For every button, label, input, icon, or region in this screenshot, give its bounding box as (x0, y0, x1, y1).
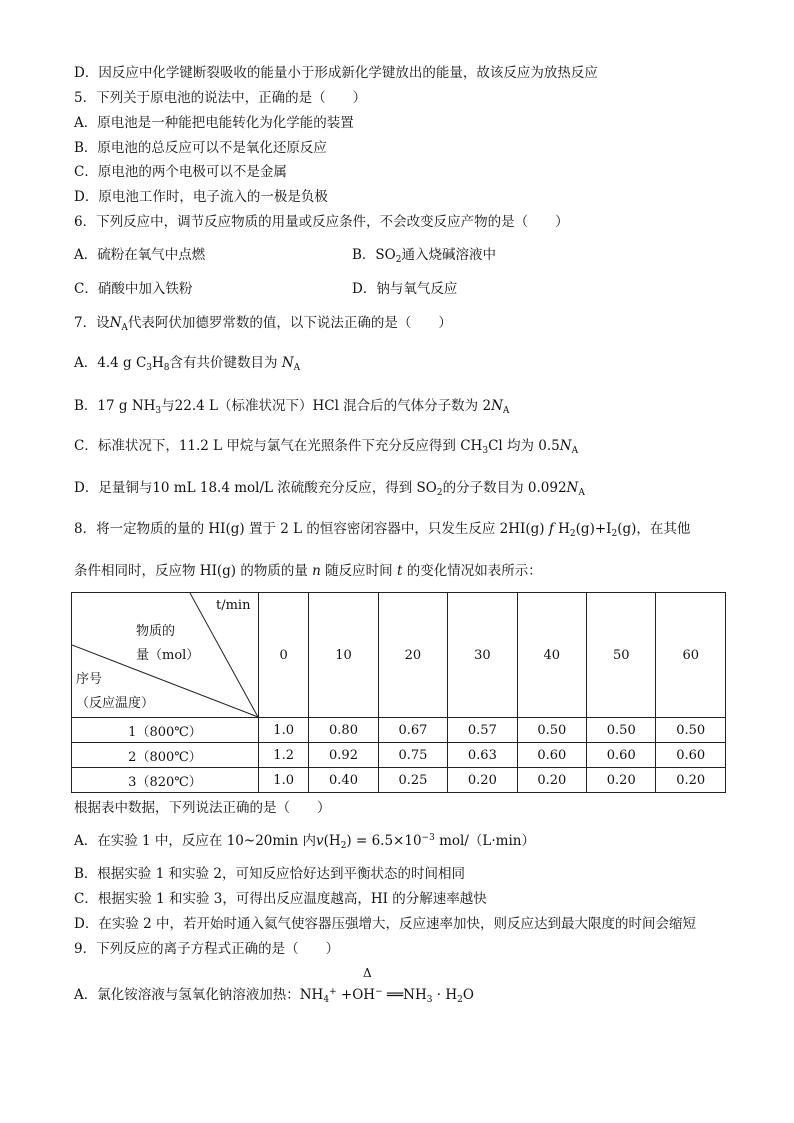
table-cell: 0.57 (448, 718, 517, 743)
q6-option-d: D．钠与氧气反应 (352, 281, 458, 297)
row-label: 3（820℃） (72, 768, 259, 793)
table-diagonal-header (72, 593, 259, 718)
q5-option-d: D．原电池工作时，电子流入的一极是负极 (74, 189, 328, 205)
q5-option-a: A．原电池是一种能把电能转化为化学能的装置 (74, 115, 354, 131)
table-cell: 0.50 (517, 718, 586, 743)
table-cell: 0.60 (656, 743, 726, 768)
table-cell: 0.40 (309, 768, 378, 793)
q7-option-b: B．17 g $NH_3$与22.4 L（标准状况下）HCl 混合后的气体分子数为 $2N_A$ (74, 398, 510, 416)
table-row (72, 743, 726, 768)
time-header-cell: 60 (656, 593, 726, 718)
q4-option-d: D．因反应中化学键断裂吸收的能量小于形成新化学键放出的能量，故该反应为放热反应 (74, 65, 598, 81)
q7-option-d: D．足量铜与10 mL 18.4 mol/L 浓硫酸充分反应，得到 $SO_2$的分子数目为 $0.092N_A$ (74, 480, 585, 498)
time-header-cell: 10 (309, 593, 378, 718)
table-cell: 0.60 (587, 743, 656, 768)
row-label: 2（800℃） (72, 743, 259, 768)
hi-data-table (71, 592, 726, 793)
question-8-stem-line-1: 8．将一定物质的量的 HI(g) 置于 2 L 的恒容密闭容器中，只发生反应 2HI(g) f $H_2(g)+I_2(g)$，在其他 (74, 521, 691, 539)
time-header-cell: 20 (378, 593, 447, 718)
header-quantity-label-2: 量（mol） (136, 648, 200, 663)
table-cell: 0.92 (309, 743, 378, 768)
table-row (72, 718, 726, 743)
table-row (72, 768, 726, 793)
table-cell: 0.60 (517, 743, 586, 768)
time-header-cell: 50 (587, 593, 656, 718)
table-cell: 0.50 (587, 718, 656, 743)
question-6-stem: 6．下列反应中，调节反应物质的用量或反应条件，不会改变反应产物的是（ ） (74, 214, 569, 230)
q8-option-b: B．根据实验 1 和实验 2，可知反应恰好达到平衡状态的时间相同 (74, 866, 465, 882)
table-cell: 0.20 (587, 768, 656, 793)
q7-option-c: C．标准状况下，11.2 L 甲烷与氯气在光照条件下充分反应得到 $CH_3Cl$ 均为 $0.5N_A$ (74, 438, 579, 456)
table-cell: 1.0 (259, 718, 309, 743)
q6-option-c: C．硝酸中加入铁粉 (74, 281, 193, 297)
header-time-label: t/min (216, 598, 251, 613)
table-cell: 1.2 (259, 743, 309, 768)
question-7-stem: 7．设$N_A$代表阿伏加德罗常数的值，以下说法正确的是（ ） (74, 315, 452, 333)
header-quantity-label-1: 物质的 (136, 624, 176, 639)
table-cell: 0.20 (517, 768, 586, 793)
q6-option-a: A．硫粉在氧气中点燃 (74, 247, 206, 263)
time-header-cell: 40 (517, 593, 586, 718)
q8-option-a: A．在实验 1 中，反应在 10~20min 内$v(H_2) = 6.5\times 10^{-3}$ mol/（L·min） (74, 833, 535, 851)
time-header-cell: 30 (448, 593, 517, 718)
table-cell: 0.20 (656, 768, 726, 793)
table-cell: 0.20 (448, 768, 517, 793)
header-row-label-2: （反应温度） (76, 696, 155, 711)
header-row-label-1: 序号 (76, 672, 103, 687)
heat-symbol: Δ (363, 966, 372, 980)
q5-option-b: B．原电池的总反应可以不是氧化还原反应 (74, 140, 327, 156)
row-label: 1（800℃） (72, 718, 259, 743)
q8-option-c: C．根据实验 1 和实验 3，可得出反应温度越高，HI 的分解速率越快 (74, 891, 487, 907)
question-9-stem: 9．下列反应的离子方程式正确的是（ ） (74, 941, 340, 957)
q9-option-a: A．氯化铵溶液与氢氧化钠溶液加热：$NH_4^+ +OH^-$ $══NH_3 \cdot H_2O$ (74, 987, 474, 1005)
table-cell: 0.67 (378, 718, 447, 743)
question-8-stem-line-2: 条件相同时，反应物 HI(g) 的物质的量 n 随反应时间 t 的变化情况如表所示： (74, 563, 542, 579)
question-8-prompt: 根据表中数据，下列说法正确的是（ ） (74, 800, 331, 816)
table-cell: 0.25 (378, 768, 447, 793)
table-cell: 0.75 (378, 743, 447, 768)
q7-option-a: A．4.4 g $C_3H_8$含有共价键数目为 $N_A$ (74, 355, 301, 373)
time-header-cell: 0 (259, 593, 309, 718)
question-5-stem: 5．下列关于原电池的说法中，正确的是（ ） (74, 90, 367, 106)
q8-option-d: D．在实验 2 中，若开始时通入氦气使容器压强增大，反应速率加快，则反应达到最大限度的时间会缩短 (74, 916, 696, 932)
table-cell: 0.50 (656, 718, 726, 743)
table-cell: 0.63 (448, 743, 517, 768)
q5-option-c: C．原电池的两个电极可以不是金属 (74, 164, 287, 180)
table-cell: 1.0 (259, 768, 309, 793)
q6-option-b: B．$SO_2$通入烧碱溶液中 (352, 247, 496, 265)
table-cell: 0.80 (309, 718, 378, 743)
